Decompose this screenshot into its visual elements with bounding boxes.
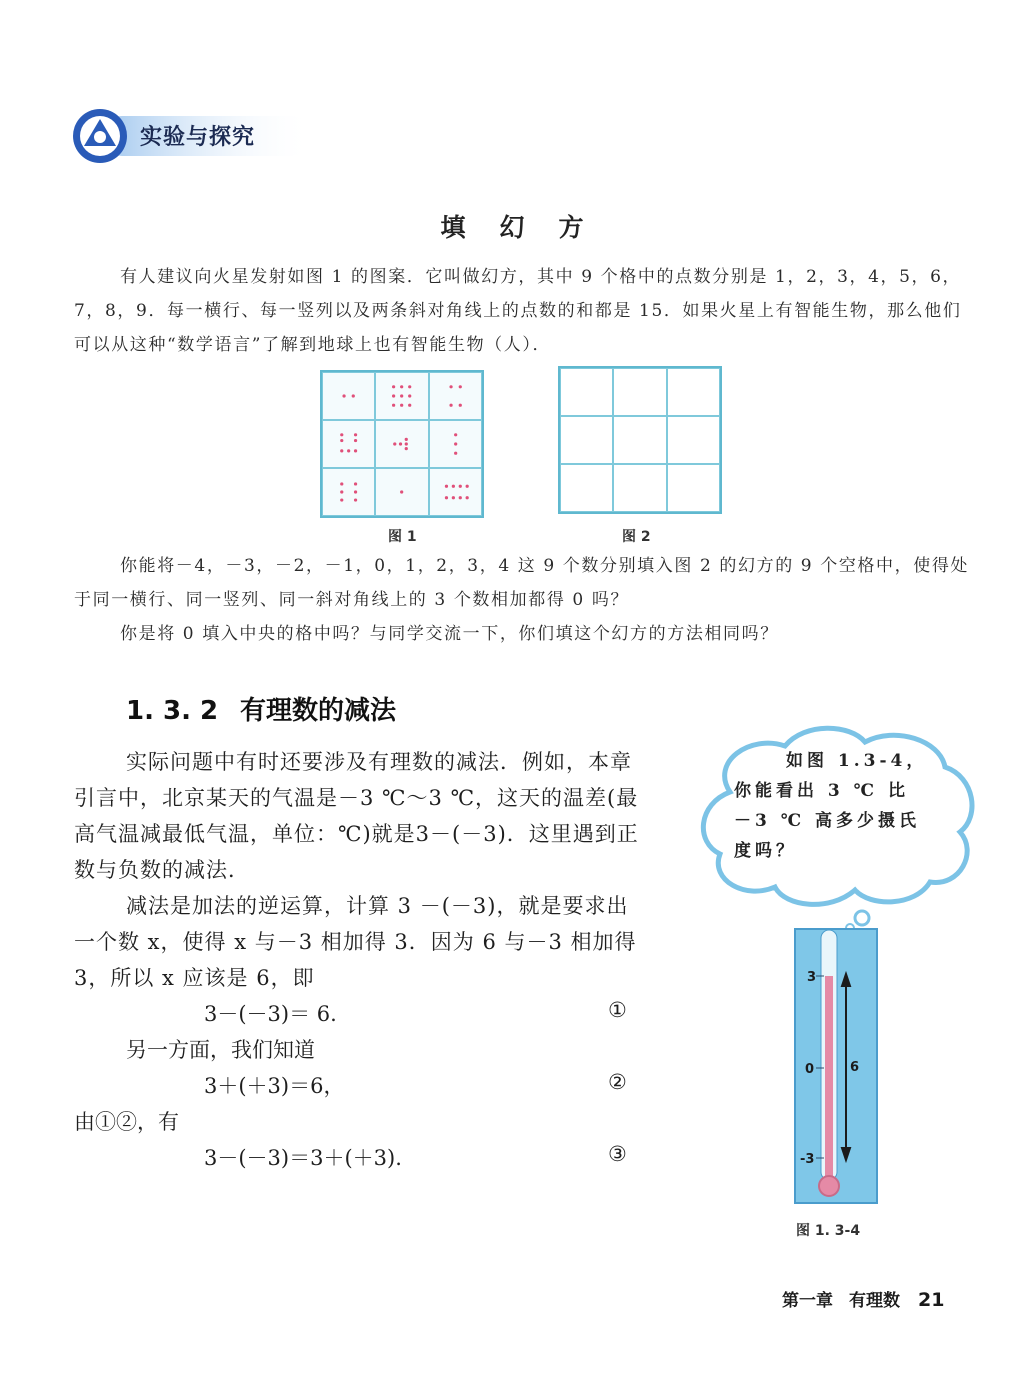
dot bbox=[400, 490, 403, 493]
dot bbox=[458, 485, 461, 488]
intro-paragraph: 有人建议向火星发射如图 1 的图案．它叫做幻方，其中 9 个格中的点数分别是 1，2，3，4，5，6，7，8，9．每一横行、每一竖列以及两条斜对角线上的点数的和都是 15．如果火星上有智能生物，那么他们可以从这种“数学语言”了解到地球上也有智能生物（人）． bbox=[74, 267, 962, 355]
section-title: 填幻方 bbox=[440, 213, 618, 242]
dot bbox=[340, 433, 343, 436]
thermometer-bulb bbox=[819, 1176, 839, 1196]
dot bbox=[458, 496, 461, 499]
question-paragraph-2: 你是将 0 填入中央的格中吗？与同学交流一下，你们填这个幻方的方法相同吗？ bbox=[120, 624, 779, 644]
dot bbox=[454, 452, 457, 455]
dot-cell bbox=[322, 420, 375, 468]
dot bbox=[393, 442, 396, 445]
dot bbox=[445, 485, 448, 488]
thermo-label-0: 0 bbox=[805, 1062, 815, 1077]
dot bbox=[465, 496, 468, 499]
dot bbox=[340, 490, 343, 493]
dot bbox=[405, 438, 408, 441]
dot-cell bbox=[429, 468, 482, 516]
empty-cell bbox=[560, 416, 613, 464]
equation-1-number: ① bbox=[608, 998, 627, 1022]
dot bbox=[352, 394, 355, 397]
thermo-label-3: 3 bbox=[807, 970, 817, 985]
thermo-label-minus3: -3 bbox=[800, 1152, 815, 1167]
dot-cell bbox=[375, 372, 428, 420]
dot bbox=[405, 442, 408, 445]
page-number: 21 bbox=[918, 1289, 945, 1311]
subsection-heading bbox=[126, 690, 396, 727]
dot bbox=[454, 442, 457, 445]
dot bbox=[354, 449, 357, 452]
figure-1-caption: 图 1 bbox=[388, 529, 417, 545]
dot bbox=[445, 496, 448, 499]
empty-cell bbox=[560, 368, 613, 416]
empty-cell bbox=[667, 416, 720, 464]
dot bbox=[342, 394, 345, 397]
dot bbox=[408, 394, 411, 397]
dot bbox=[399, 442, 402, 445]
dot bbox=[454, 433, 457, 436]
chapter-title: 有理数 bbox=[849, 1291, 900, 1311]
dot bbox=[354, 490, 357, 493]
dot-cell bbox=[322, 372, 375, 420]
dot bbox=[392, 385, 395, 388]
dot bbox=[354, 433, 357, 436]
dot bbox=[354, 439, 357, 442]
thermometer-figure bbox=[794, 928, 878, 1204]
cloud-question: 如图 1.3-4，你能看出 3 ℃ 比 －3 ℃ 高多少摄氏度吗？ bbox=[734, 751, 928, 861]
equation-3-number: ③ bbox=[608, 1142, 627, 1166]
dot bbox=[451, 485, 454, 488]
dot bbox=[408, 385, 411, 388]
dot bbox=[400, 385, 403, 388]
dot bbox=[449, 385, 452, 388]
dot bbox=[458, 385, 461, 388]
equation-1: 3－(－3)＝ 6. bbox=[204, 1002, 337, 1026]
dot bbox=[400, 394, 403, 397]
dot bbox=[408, 404, 411, 407]
dot bbox=[449, 404, 452, 407]
empty-cell bbox=[667, 368, 720, 416]
question-paragraph-1: 你能将－4，－3，－2，－1，0，1，2，3，4 这 9 个数分别填入图 2 的幻方的 9 个空格中，使得处于同一横行、同一竖列、同一斜对角线上的 3 个数相加都得 0 吗？ bbox=[74, 556, 970, 610]
dot bbox=[405, 447, 408, 450]
figure-2-caption: 图 2 bbox=[622, 529, 651, 545]
dot bbox=[458, 404, 461, 407]
dot bbox=[340, 482, 343, 485]
dot bbox=[465, 485, 468, 488]
dot bbox=[340, 498, 343, 501]
dot bbox=[392, 404, 395, 407]
dot-cell bbox=[375, 420, 428, 468]
empty-cell bbox=[613, 368, 666, 416]
dot bbox=[451, 496, 454, 499]
empty-cell bbox=[613, 416, 666, 464]
thermometer-caption: 图 1. 3-4 bbox=[796, 1223, 861, 1239]
dot bbox=[400, 404, 403, 407]
dot bbox=[340, 439, 343, 442]
dot bbox=[340, 449, 343, 452]
empty-cell bbox=[667, 464, 720, 512]
equation-3: 3－(－3)＝3＋(＋3). bbox=[204, 1146, 402, 1170]
subsection-number: 1. 3. 2 bbox=[126, 696, 219, 726]
empty-cell bbox=[613, 464, 666, 512]
equation-2: 3＋(＋3)＝6， bbox=[204, 1074, 345, 1098]
page-footer bbox=[782, 1286, 944, 1311]
dot bbox=[392, 394, 395, 397]
subsection-title: 有理数的减法 bbox=[240, 696, 397, 726]
magic-square-figure-2 bbox=[558, 366, 722, 514]
section-badge-label: 实验与探究 bbox=[140, 125, 256, 150]
dot-cell bbox=[375, 468, 428, 516]
mercury-column bbox=[825, 976, 833, 1176]
difference-label: 6 bbox=[850, 1060, 860, 1075]
dot-cell bbox=[322, 468, 375, 516]
dot-cell bbox=[429, 420, 482, 468]
dot-cell bbox=[429, 372, 482, 420]
dot bbox=[354, 498, 357, 501]
magic-square-figure-1 bbox=[320, 370, 484, 518]
chapter-label: 第一章 bbox=[782, 1291, 833, 1311]
equation-2-number: ② bbox=[608, 1070, 627, 1094]
body-paragraph-2: 减法是加法的逆运算，计算 3 －(－3)，就是要求出一个数 x，使得 x 与－3 相加得 3．因为 6 与－3 相加得 3，所以 x 应该是 6，即 bbox=[74, 894, 637, 990]
body-paragraph-4: 由①②，有 bbox=[74, 1110, 179, 1134]
empty-cell bbox=[560, 464, 613, 512]
body-paragraph-3: 另一方面，我们知道 bbox=[126, 1038, 315, 1062]
dot bbox=[354, 482, 357, 485]
body-paragraph-1: 实际问题中有时还要涉及有理数的减法．例如，本章引言中，北京某天的气温是－3 ℃～3 ℃，这天的温差(最高气温减最低气温，单位：℃)就是3－(－3)．这里遇到正数与负数的减法． bbox=[74, 750, 639, 882]
dot bbox=[347, 449, 350, 452]
